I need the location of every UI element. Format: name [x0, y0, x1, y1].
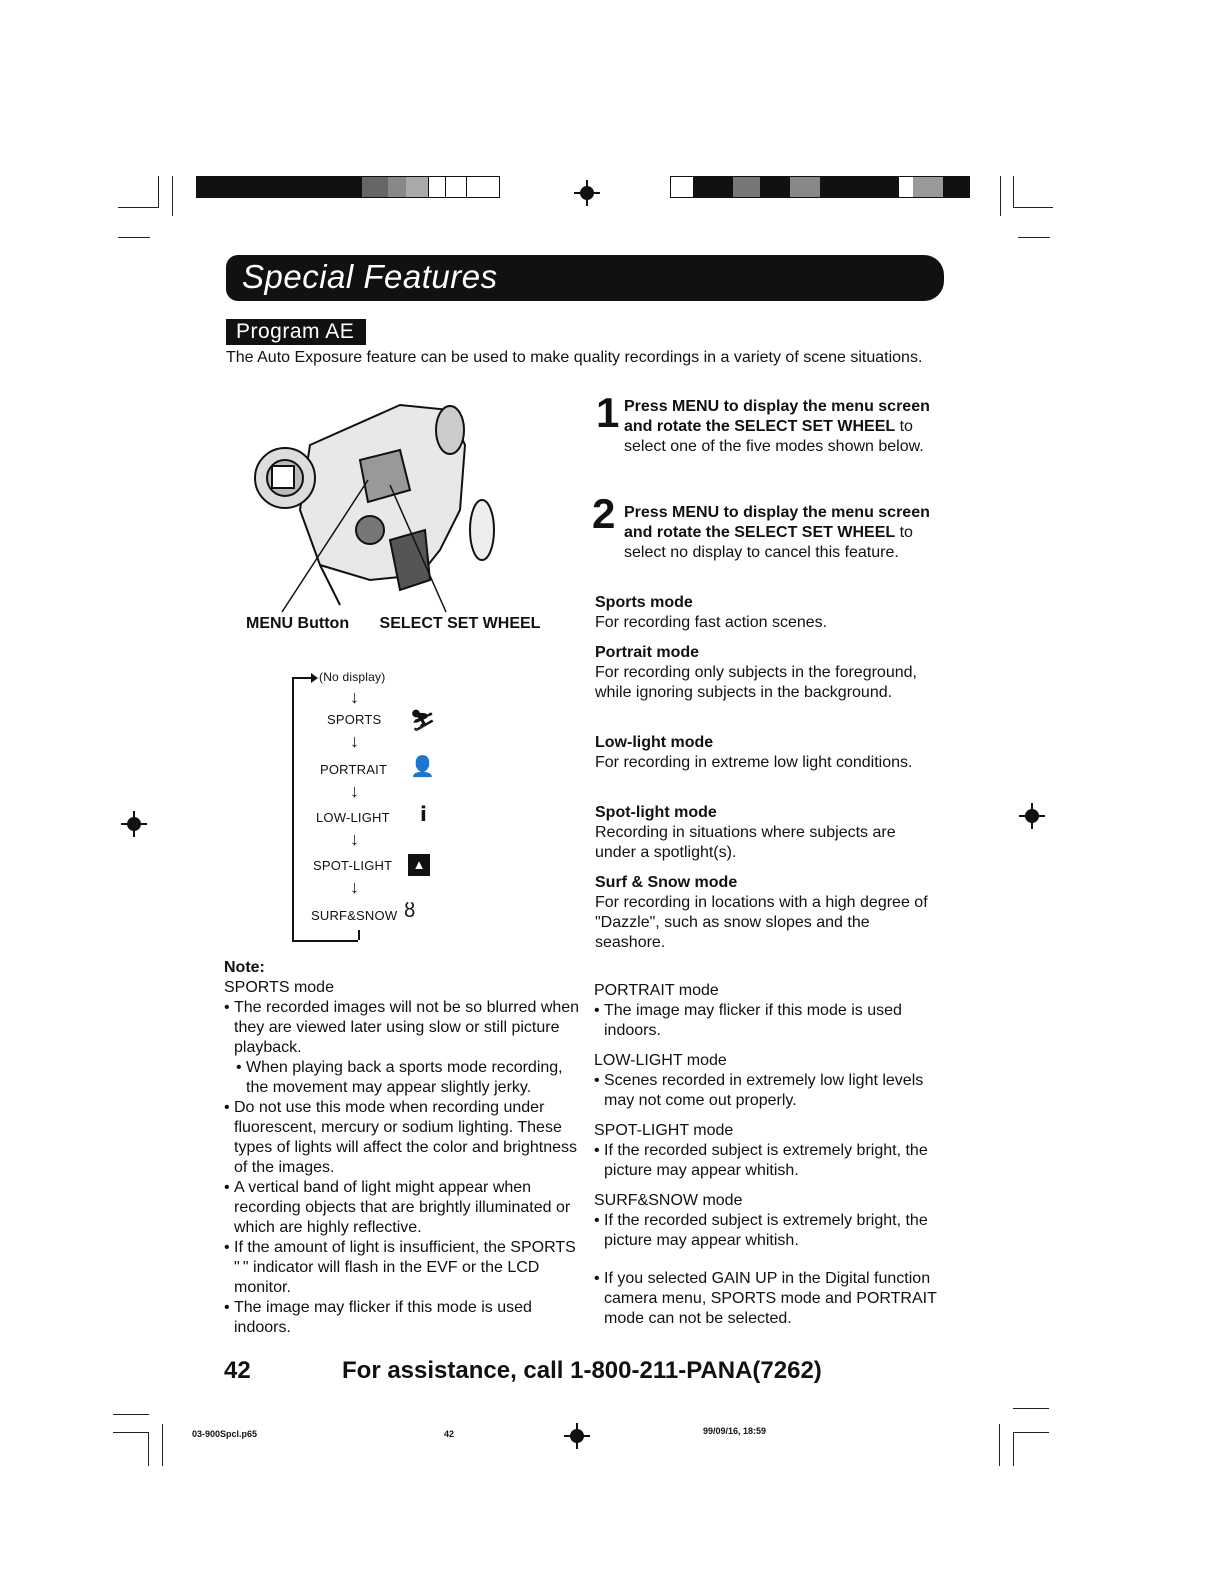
flow-item-sports: SPORTS — [327, 712, 382, 727]
surf-snow-icon: ȣ — [404, 900, 416, 922]
mode-description — [595, 873, 935, 953]
mode-flow-diagram — [292, 670, 472, 945]
crop-mark — [1013, 1432, 1014, 1466]
crop-mark — [172, 176, 173, 216]
flow-item-no-display: (No display) — [319, 670, 386, 684]
registration-mark-icon — [564, 1423, 590, 1449]
crop-mark — [1013, 176, 1014, 208]
mode-title: Spot-light mode — [595, 804, 717, 821]
mode-notes-section — [594, 981, 954, 1329]
crop-mark — [118, 207, 158, 208]
arrow-down-icon: ↓ — [350, 829, 359, 849]
camcorder-illustration — [250, 390, 510, 615]
mode-note-bullet: • If the recorded subject is extremely bright, the picture may appear whitish. — [594, 1211, 954, 1251]
assistance-line: For assistance, call 1-800-211-PANA(7262) — [342, 1357, 822, 1384]
color-bar-left — [196, 176, 500, 198]
mode-text: For recording only subjects in the foreground, while ignoring subjects in the background. — [595, 664, 917, 701]
print-date: 99/09/16, 18:59 — [703, 1426, 767, 1436]
camera-labels — [246, 615, 566, 633]
mode-description — [595, 733, 935, 773]
crop-mark — [1000, 176, 1001, 216]
arrow-down-icon: ↓ — [350, 877, 359, 897]
crop-mark — [1013, 1408, 1049, 1409]
mode-title: Portrait mode — [595, 644, 700, 661]
crop-mark — [113, 1432, 149, 1433]
select-set-wheel-label: SELECT SET WHEEL — [379, 615, 541, 632]
crop-mark — [1013, 207, 1053, 208]
flow-item-low-light: LOW-LIGHT — [316, 810, 390, 825]
section-title: Program AE — [226, 319, 366, 345]
notes-subheading: SPORTS mode — [224, 979, 334, 996]
mode-note-heading: LOW-LIGHT mode — [594, 1052, 727, 1069]
arrow-down-icon: ↓ — [350, 731, 359, 751]
mode-note-bullet: • Scenes recorded in extremely low light levels may not come out properly. — [594, 1071, 954, 1111]
flow-arrow-icon — [292, 677, 312, 679]
notes-heading: Note: — [224, 959, 265, 976]
sports-icon: ⛷ — [410, 710, 436, 732]
note-bullet: • The image may flicker if this mode is used indoors. — [224, 1298, 584, 1338]
page-number: 42 — [224, 1357, 251, 1384]
mode-note-bullet: • The image may flicker if this mode is used indoors. — [594, 1001, 954, 1041]
print-filename: 03-900Spcl.p65 — [192, 1429, 258, 1439]
note-bullet: • When playing back a sports mode recording, the movement may appear slightly jerky. — [224, 1058, 584, 1098]
mode-text: For recording in extreme low light conditions. — [595, 754, 913, 771]
arrow-down-icon: ↓ — [350, 781, 359, 801]
menu-button-label: MENU Button — [246, 615, 350, 632]
mode-text: Recording in situations where subjects are under a spotlight(s). — [595, 824, 896, 861]
crop-mark — [162, 1424, 163, 1466]
mode-description — [595, 593, 935, 633]
registration-mark-icon — [574, 180, 600, 206]
page-title: Special Features — [242, 258, 498, 295]
mode-text: For recording fast action scenes. — [595, 614, 828, 631]
mode-title: Surf & Snow mode — [595, 874, 738, 891]
crop-mark — [1018, 237, 1050, 238]
notes-section — [224, 958, 584, 1338]
note-bullet: • If the amount of light is insufficient, the SPORTS " " indicator will flash in the EVF or the LCD monitor. — [224, 1238, 584, 1298]
crop-mark — [1013, 1432, 1049, 1433]
flow-item-surf-snow: SURF&SNOW — [311, 908, 398, 923]
step-number: 2 — [592, 490, 616, 537]
color-bar-right — [670, 176, 970, 198]
title-banner — [226, 255, 944, 301]
step-number: 1 — [596, 389, 620, 436]
note-bullet: • The recorded images will not be so blurred when they are viewed later using slow or still picture playback. — [224, 998, 584, 1058]
registration-mark-icon — [1019, 803, 1045, 829]
crop-mark — [999, 1424, 1000, 1466]
spot-light-icon: ▲ — [408, 854, 430, 876]
intro-text: The Auto Exposure feature can be used to make quality recordings in a variety of scene situations. — [226, 349, 923, 366]
step-2-text: Press MENU to display the menu screen and rotate the SELECT SET WHEEL to select no display to cancel this feature. — [624, 504, 930, 561]
mode-description — [595, 803, 935, 863]
registration-mark-icon — [121, 811, 147, 837]
mode-description — [595, 643, 935, 703]
mode-note-heading: SPOT-LIGHT mode — [594, 1122, 734, 1139]
flow-item-spot-light: SPOT-LIGHT — [313, 858, 393, 873]
final-note-bullet: • If you selected GAIN UP in the Digital function camera menu, SPORTS mode and PORTRAIT mode can not be selected. — [594, 1269, 954, 1329]
arrow-down-icon: ↓ — [350, 687, 359, 707]
mode-text: For recording in locations with a high degree of "Dazzle", such as snow slopes and the seashore. — [595, 894, 928, 951]
mode-title: Sports mode — [595, 594, 693, 611]
crop-mark — [158, 176, 159, 208]
note-bullet: • A vertical band of light might appear when recording objects that are brightly illuminated or which are highly reflective. — [224, 1178, 584, 1238]
crop-mark — [118, 237, 150, 238]
mode-note-heading: PORTRAIT mode — [594, 982, 719, 999]
print-page: 42 — [444, 1429, 455, 1439]
mode-title: Low-light mode — [595, 734, 714, 751]
crop-mark — [148, 1432, 149, 1466]
low-light-icon: ⅰ — [420, 804, 427, 826]
portrait-icon: 👤 — [410, 756, 435, 778]
mode-note-heading: SURF&SNOW mode — [594, 1192, 743, 1209]
flow-item-portrait: PORTRAIT — [320, 762, 388, 777]
mode-note-bullet: • If the recorded subject is extremely bright, the picture may appear whitish. — [594, 1141, 954, 1181]
crop-mark — [113, 1414, 149, 1415]
note-bullet: • Do not use this mode when recording under fluorescent, mercury or sodium lighting. These types of lights will affect the color and brightness of the images. — [224, 1098, 584, 1178]
step-1-text: Press MENU to display the menu screen and rotate the SELECT SET WHEEL to select one of the five modes shown below. — [624, 398, 930, 455]
